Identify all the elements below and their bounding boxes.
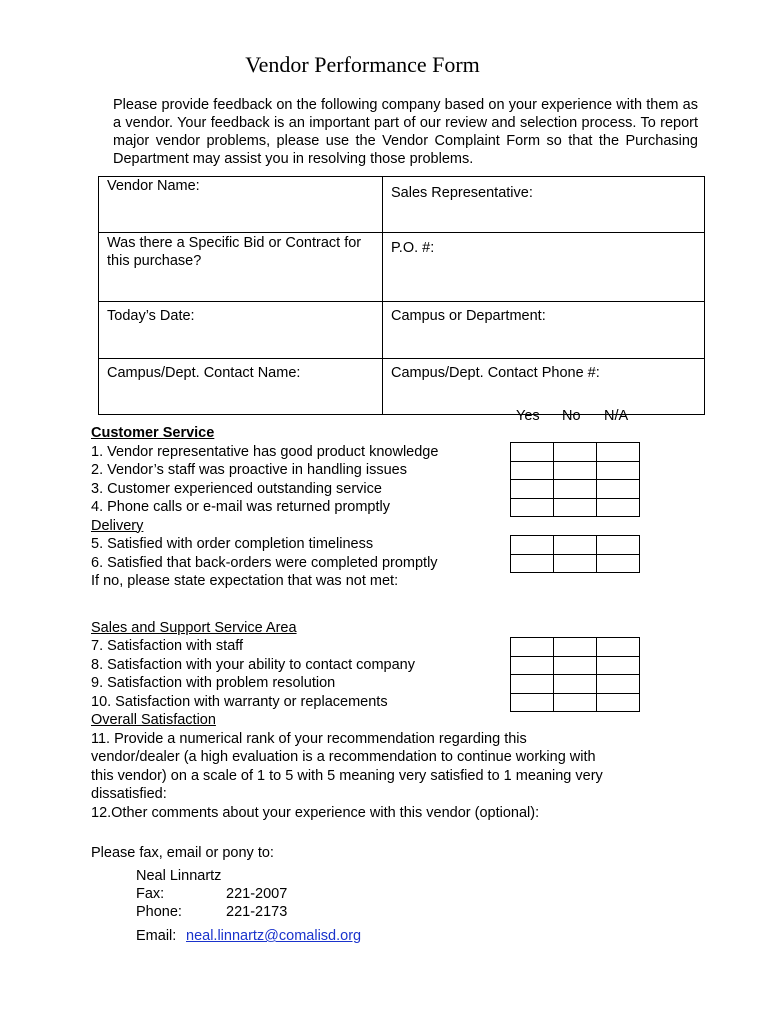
email-label: Email: xyxy=(136,928,177,944)
po-number-field[interactable]: P.O. #: xyxy=(383,233,705,302)
answer-cell[interactable] xyxy=(597,675,640,694)
question-8: 8. Satisfaction with your ability to contact company xyxy=(91,656,415,673)
sales-support-answer-grid xyxy=(510,637,640,712)
question-6: 6. Satisfied that back-orders were completed promptly xyxy=(91,554,438,571)
answer-cell[interactable] xyxy=(511,638,554,657)
vendor-name-field[interactable]: Vendor Name: xyxy=(99,177,383,233)
answer-cell[interactable] xyxy=(597,443,640,462)
page-title: Vendor Performance Form xyxy=(245,52,480,77)
question-7: 7. Satisfaction with staff xyxy=(91,638,244,654)
sales-support-heading: Sales and Support Service Area xyxy=(91,619,297,636)
phone-label: Phone: xyxy=(136,904,182,920)
answer-cell[interactable] xyxy=(597,536,640,555)
campus-department-field[interactable]: Campus or Department: xyxy=(383,302,705,359)
question-4: 4. Phone calls or e-mail was returned promptly xyxy=(91,499,390,515)
sales-representative-field[interactable]: Sales Representative: xyxy=(383,177,705,233)
contact-name-field[interactable]: Campus/Dept. Contact Name: xyxy=(99,359,383,415)
answer-cell[interactable] xyxy=(511,443,554,462)
question-5: 5. Satisfied with order completion timeliness xyxy=(91,536,374,552)
delivery-answer-grid xyxy=(510,535,640,573)
question-2: 2. Vendor’s staff was proactive in handling issues xyxy=(91,462,407,478)
question-11-line-2: vendor/dealer (a high evaluation is a recommendation to continue working with xyxy=(91,749,596,765)
question-11-line-1: 11. Provide a numerical rank of your recommendation regarding this xyxy=(91,730,527,747)
contact-name: Neal Linnartz xyxy=(136,868,222,884)
question-12: 12.Other comments about your experience with this vendor (optional): xyxy=(91,804,540,821)
answer-cell[interactable] xyxy=(511,461,554,480)
phone-value: 221-2173 xyxy=(226,904,288,920)
question-10: 10. Satisfaction with warranty or replacements xyxy=(91,693,388,710)
answer-cell[interactable] xyxy=(554,675,597,694)
question-3: 3. Customer experienced outstanding service xyxy=(91,480,382,497)
bid-contract-field[interactable]: Was there a Specific Bid or Contract for this purchase? xyxy=(99,233,383,302)
contact-prompt: Please fax, email or pony to: xyxy=(91,845,274,861)
intro-text: Please provide feedback on the following company based on your experience with them as a vendor. Your feedback is an important part of our review and selection process. To report major vendor problems, please use the Vendor Complaint Form so that the Purchasing Department may assist you in resolving those problems. xyxy=(113,97,698,167)
answer-cell[interactable] xyxy=(511,480,554,499)
vendor-info-table xyxy=(98,176,705,415)
customer-service-heading: Customer Service xyxy=(91,425,215,441)
answer-cell[interactable] xyxy=(597,554,640,573)
question-11-line-3: this vendor) on a scale of 1 to 5 with 5 meaning very satisfied to 1 meaning very xyxy=(91,767,603,784)
answer-cell[interactable] xyxy=(554,461,597,480)
answer-cell[interactable] xyxy=(511,554,554,573)
column-header-no: No xyxy=(562,408,581,424)
answer-cell[interactable] xyxy=(597,693,640,712)
answer-cell[interactable] xyxy=(554,443,597,462)
overall-satisfaction-heading: Overall Satisfaction xyxy=(91,712,216,728)
answer-cell[interactable] xyxy=(511,656,554,675)
todays-date-field[interactable]: Today’s Date: xyxy=(99,302,383,359)
column-header-yes: Yes xyxy=(516,408,540,424)
email-link[interactable]: neal.linnartz@comalisd.org xyxy=(186,928,362,944)
answer-cell[interactable] xyxy=(511,498,554,517)
answer-cell[interactable] xyxy=(554,693,597,712)
question-9: 9. Satisfaction with problem resolution xyxy=(91,675,336,691)
answer-cell[interactable] xyxy=(554,554,597,573)
intro-paragraph xyxy=(113,96,698,168)
answer-cell[interactable] xyxy=(554,498,597,517)
column-header-na: N/A xyxy=(604,408,629,424)
answer-cell[interactable] xyxy=(511,536,554,555)
contact-phone-field[interactable]: Campus/Dept. Contact Phone #: xyxy=(383,359,705,415)
delivery-note: If no, please state expectation that was not met: xyxy=(91,573,399,589)
fax-value: 221-2007 xyxy=(226,886,288,902)
answer-cell[interactable] xyxy=(597,638,640,657)
answer-cell[interactable] xyxy=(597,461,640,480)
question-11-line-4: dissatisfied: xyxy=(91,786,167,802)
answer-cell[interactable] xyxy=(554,638,597,657)
answer-cell[interactable] xyxy=(554,536,597,555)
fax-label: Fax: xyxy=(136,886,165,902)
answer-cell[interactable] xyxy=(554,480,597,499)
answer-cell[interactable] xyxy=(511,675,554,694)
answer-cell[interactable] xyxy=(597,656,640,675)
answer-cell[interactable] xyxy=(597,480,640,499)
question-1: 1. Vendor representative has good product knowledge xyxy=(91,443,439,460)
answer-cell[interactable] xyxy=(511,693,554,712)
customer-service-answer-grid xyxy=(510,442,640,517)
delivery-heading: Delivery xyxy=(91,517,144,534)
answer-cell[interactable] xyxy=(597,498,640,517)
answer-cell[interactable] xyxy=(554,656,597,675)
